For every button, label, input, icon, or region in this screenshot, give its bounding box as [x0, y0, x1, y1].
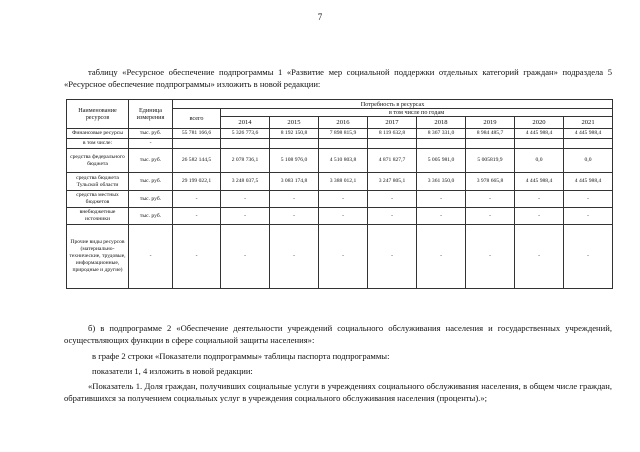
row-value: 7 898 815,9 — [319, 129, 368, 139]
row-value: - — [515, 208, 564, 225]
row-value: 4 871 827,7 — [368, 149, 417, 173]
row-value: 3 978 665,8 — [466, 173, 515, 191]
header-name: Наименование ресурсов — [67, 100, 129, 129]
row-value: 3 247 805,1 — [368, 173, 417, 191]
header-by-year: в том числе по годам — [221, 109, 613, 117]
row-value: - — [319, 208, 368, 225]
year-cell: 2018 — [417, 117, 466, 129]
row-value: - — [270, 208, 319, 225]
row-name: Финансовые ресурсы — [67, 129, 129, 139]
year-cell: 2015 — [270, 117, 319, 129]
row-value: 4 445 988,4 — [515, 129, 564, 139]
paragraph-b: б) в подпрограмме 2 «Обеспечение деятельности учреждений социального обслуживания населения и государственных учреждений, осуществляющих функции в сфере социальной защиты населения»: — [64, 323, 612, 345]
row-value: 4 510 803,8 — [319, 149, 368, 173]
row-value — [515, 139, 564, 149]
row-total: - — [173, 191, 221, 208]
row-value: 3 361 350,0 — [417, 173, 466, 191]
table-row — [67, 149, 613, 173]
row-value: - — [319, 191, 368, 208]
row-value: - — [564, 191, 613, 208]
year-cell: 2014 — [221, 117, 270, 129]
row-value — [564, 139, 613, 149]
row-value: 4 445 988,4 — [564, 173, 613, 191]
row-value: - — [221, 208, 270, 225]
row-name: средства бюджета Тульской области — [67, 173, 129, 191]
row-value: 5 326 773,6 — [221, 129, 270, 139]
row-value: - — [515, 225, 564, 289]
row-unit: тыс. руб. — [129, 173, 173, 191]
row-value: - — [368, 208, 417, 225]
row-value: 4 445 988,4 — [515, 173, 564, 191]
row-unit: - — [129, 139, 173, 149]
row-value: - — [319, 225, 368, 289]
row-value: - — [368, 191, 417, 208]
row-total — [173, 139, 221, 149]
row-value: 8 984 485,7 — [466, 129, 515, 139]
year-cell: 2017 — [368, 117, 417, 129]
row-value: - — [270, 191, 319, 208]
row-total: 55 781 166,6 — [173, 129, 221, 139]
table-row — [67, 191, 613, 208]
table-row — [67, 129, 613, 139]
row-value: - — [221, 191, 270, 208]
year-cell: 2016 — [319, 117, 368, 129]
row-unit: тыс. руб. — [129, 208, 173, 225]
row-unit: тыс. руб. — [129, 191, 173, 208]
row-value: 8 119 632,8 — [368, 129, 417, 139]
row-value — [221, 139, 270, 149]
paragraph-e: «Показатель 1. Доля граждан, получивших социальные услуги в учреждениях социального обслуживания населения, в общем числе граждан, обратившихся за получением социальных услуг в учреждения социального обслуживания населения (проценты).»; — [64, 381, 612, 403]
paragraph-d: показатели 1, 4 изложить в новой редакции: — [92, 366, 253, 376]
row-value: - — [515, 191, 564, 208]
row-value: 8 367 331,0 — [417, 129, 466, 139]
header-need: Потребность в ресурсах — [173, 100, 613, 109]
row-value — [466, 139, 515, 149]
row-value: 0,0 — [564, 149, 613, 173]
header-total: всего — [173, 109, 221, 129]
table-row — [67, 173, 613, 191]
row-value: 4 445 988,4 — [564, 129, 613, 139]
row-value: 3 388 012,1 — [319, 173, 368, 191]
row-name: средства федерального бюджета — [67, 149, 129, 173]
paragraph-c: в графе 2 строки «Показатели подпрограммы» таблицы паспорта подпрограммы: — [92, 351, 390, 361]
row-value: 5 005819,9 — [466, 149, 515, 173]
row-value: - — [417, 208, 466, 225]
row-value: - — [466, 208, 515, 225]
row-unit: тыс. руб. — [129, 129, 173, 139]
row-value: - — [564, 208, 613, 225]
row-value: - — [417, 225, 466, 289]
row-value: - — [466, 225, 515, 289]
year-cell: 2020 — [515, 117, 564, 129]
row-value: 5 005 981,0 — [417, 149, 466, 173]
row-value: 0,0 — [515, 149, 564, 173]
year-cell: 2021 — [564, 117, 613, 129]
row-total: - — [173, 225, 221, 289]
row-value: 3 248 037,5 — [221, 173, 270, 191]
page-number: 7 — [317, 12, 323, 22]
row-total: 26 582 144,5 — [173, 149, 221, 173]
row-unit: тыс. руб. — [129, 149, 173, 173]
year-cell: 2019 — [466, 117, 515, 129]
row-unit: - — [129, 225, 173, 289]
row-total: - — [173, 208, 221, 225]
table-row — [67, 208, 613, 225]
row-value: 8 192 150,8 — [270, 129, 319, 139]
table-row — [67, 225, 613, 289]
row-value: 2 078 736,1 — [221, 149, 270, 173]
row-value: - — [270, 225, 319, 289]
row-value — [319, 139, 368, 149]
row-value: - — [221, 225, 270, 289]
header-unit: Единица измерения — [129, 100, 173, 129]
row-total: 29 199 022,1 — [173, 173, 221, 191]
row-value — [368, 139, 417, 149]
intro-paragraph: таблицу «Ресурсное обеспечение подпрограммы 1 «Развитие мер социальной поддержки отдельных категорий граждан» подраздела 5 «Ресурсное обеспечение подпрограммы» изложить в новой редакции: — [64, 67, 612, 89]
row-value: - — [466, 191, 515, 208]
row-name: в том числе: — [67, 139, 129, 149]
row-name: средства местных бюджетов — [67, 191, 129, 208]
row-value — [270, 139, 319, 149]
row-value: - — [417, 191, 466, 208]
row-value: 3 083 174,8 — [270, 173, 319, 191]
resource-table — [66, 99, 613, 289]
row-value: - — [368, 225, 417, 289]
row-name: Прочие виды ресурсов (материально-технические, трудовые, информационные, природные и другие) — [67, 225, 129, 289]
row-value: 5 108 976,0 — [270, 149, 319, 173]
row-value — [417, 139, 466, 149]
table-row — [67, 139, 613, 149]
row-name: внебюджетные источники — [67, 208, 129, 225]
row-value: - — [564, 225, 613, 289]
